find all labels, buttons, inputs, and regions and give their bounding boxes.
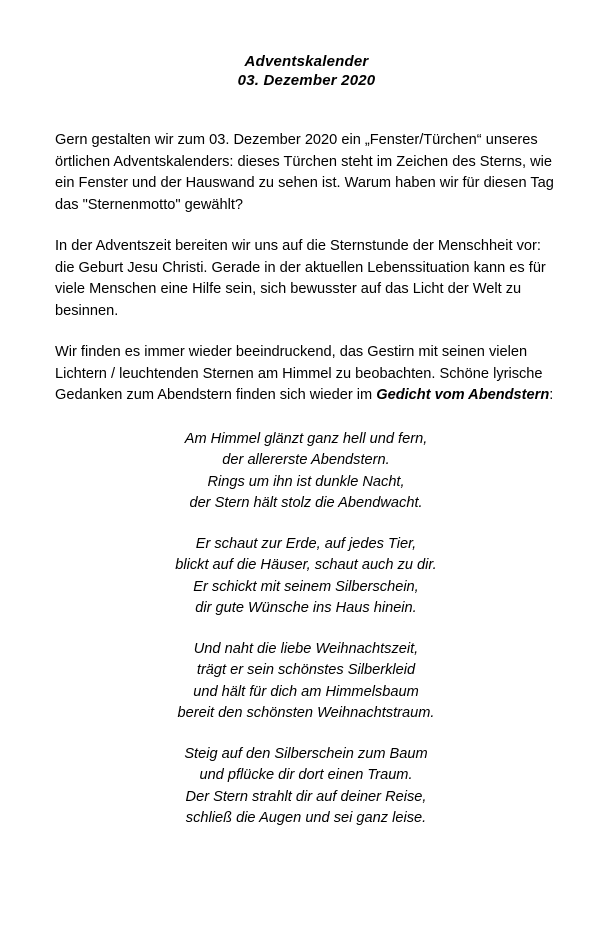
poem-line: der Stern hält stolz die Abendwacht. [189,495,423,511]
poem-line: Rings um ihn ist dunkle Nacht, [207,473,405,490]
poem-stanza-2 [55,534,557,620]
paragraph-3-text-after: : [549,387,554,403]
poem-line: schließ die Augen und sei ganz leise. [185,810,427,826]
document-body [55,130,557,830]
poem-line: und hält für dich am Himmelsbaum [193,683,419,700]
poem-line: Der Stern strahlt dir auf deiner Reise, [185,788,427,805]
poem-line: und pflücke dir dort einen Traum. [199,767,413,783]
poem-stanza-4 [55,744,557,830]
paragraph-2: In der Adventszeit bereiten wir uns auf die Sternstunde der Menschheit vor: die Geburt Jesu Christi. Gerade in der aktuellen Lebenssituation kann es für viele Menschen eine Hilfe sein, sich bewusster auf das Licht der Welt zu besinnen. [55,238,546,319]
poem-line: dir gute Wünsche ins Haus hinein. [195,600,417,616]
title-line-1: Adventskalender [244,53,369,70]
poem [55,429,557,830]
poem-line: trägt er sein schönstes Silberkleid [196,662,416,678]
title-line-2: 03. Dezember 2020 [237,72,376,89]
poem-line: Am Himmel glänzt ganz hell und fern, [184,430,428,447]
poem-line: Er schaut zur Erde, auf jedes Tier, [195,535,417,552]
paragraph-1: Gern gestalten wir zum 03. Dezember 2020 ein „Fenster/Türchen“ unseres örtlichen Adventskalenders: dieses Türchen steht im Zeichen des Sterns, wie ein Fenster und der Hauswand zu sehen ist. Warum haben wir für diesen Tag das "Sternenmotto" gewählt? [55,132,554,213]
poem-line: Steig auf den Silberschein zum Baum [184,745,428,762]
poem-stanza-1 [55,429,557,515]
poem-line: Er schickt mit seinem Silberschein, [193,578,419,595]
paragraph-3 [55,342,557,407]
document-title [0,52,613,90]
poem-line: der allererste Abendstern. [222,452,390,468]
poem-stanza-3 [55,639,557,725]
poem-line: Und naht die liebe Weihnachtszeit, [193,640,419,657]
poem-line: blickt auf die Häuser, schaut auch zu dir. [175,557,437,573]
paragraph-3-text-before: Wir finden es immer wieder beeindruckend, das Gestirn mit seinen vielen Lichtern / leuchtenden Sternen am Himmel zu beobachten. Schöne lyrische Gedanken zum Abendstern finden sich wieder im [55,344,543,403]
poem-title-emphasis: Gedicht vom Abendstern [376,387,550,403]
poem-line: bereit den schönsten Weihnachtstraum. [177,705,435,721]
document-page [0,52,613,935]
